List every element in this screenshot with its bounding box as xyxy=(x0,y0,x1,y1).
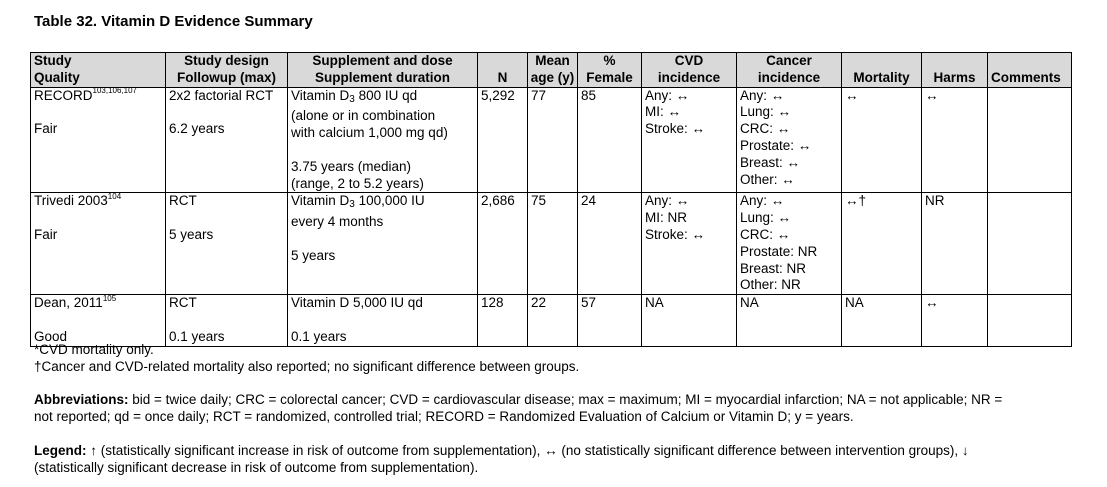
cvd-outcome: MI: ↔ xyxy=(645,104,681,120)
cell-harms: ↔ xyxy=(922,87,988,193)
table-title: Table 32. Vitamin D Evidence Summary xyxy=(34,13,313,30)
cell-comments xyxy=(988,87,1072,193)
study-refs: 105 xyxy=(102,293,117,303)
supplement-detail: with calcium 1,000 mg qd) xyxy=(291,125,448,141)
study-name: RECORD xyxy=(34,87,93,103)
cell-female: 24 xyxy=(578,193,642,295)
table-row xyxy=(31,87,1072,193)
cell-design xyxy=(166,295,288,346)
cell-cancer xyxy=(737,193,842,295)
supplement-dose-rest: 800 IU qd xyxy=(354,87,418,103)
legend-text-1: ↑ (statistically significant increase in risk of outcome from supplementation), ↔ (no statistically significant difference between intervention groups), ↓ xyxy=(86,443,969,458)
cell-mortality: ↔ xyxy=(842,87,922,193)
cancer-outcome: Any: ↔ xyxy=(740,193,785,209)
cell-cancer xyxy=(737,295,842,346)
supplement-subscript: 3 xyxy=(349,199,355,211)
cell-n: 128 xyxy=(478,295,528,346)
study-name: Trivedi 2003 xyxy=(34,193,108,209)
cell-study xyxy=(31,87,166,193)
cell-harms: NR xyxy=(922,193,988,295)
cvd-outcome: NA xyxy=(645,295,664,311)
followup: 0.1 years xyxy=(169,328,225,344)
cell-design xyxy=(166,193,288,295)
cancer-outcome: CRC: ↔ xyxy=(740,121,791,137)
header-mortality: Mortality xyxy=(842,53,922,88)
supplement-dose-line xyxy=(291,88,477,109)
cvd-outcome: MI: NR xyxy=(645,210,687,226)
cell-mean-age: 75 xyxy=(528,193,578,295)
cancer-outcome: Breast: ↔ xyxy=(740,154,801,170)
abbreviations-text-1: bid = twice daily; CRC = colorectal cancer; CVD = cardiovascular disease; max = maximum; MI = myocardial infarction; NA = not applicable; NR = xyxy=(128,392,1003,407)
legend-label: Legend: xyxy=(34,443,87,458)
cell-supplement xyxy=(288,193,478,295)
header-comments: Comments xyxy=(988,53,1072,88)
supplement-detail: (alone or in combination xyxy=(291,108,436,124)
abbreviations xyxy=(34,392,1002,426)
cvd-outcome: Stroke: ↔ xyxy=(645,121,706,137)
header-supplement: Supplement and dose Supplement duration xyxy=(288,53,478,88)
cell-harms: ↔ xyxy=(922,295,988,346)
cell-study xyxy=(31,295,166,346)
cell-supplement xyxy=(288,295,478,346)
cancer-outcome: Other: ↔ xyxy=(740,171,795,187)
cvd-outcome: Stroke: ↔ xyxy=(645,226,706,242)
study-design: 2x2 factorial RCT xyxy=(169,87,274,103)
evidence-table xyxy=(30,52,1072,347)
cell-comments xyxy=(988,193,1072,295)
supplement-duration: (range, 2 to 5.2 years) xyxy=(291,175,424,191)
header-study-quality: Study Quality xyxy=(31,53,166,88)
legend-text-2: (statistically significant decrease in risk of outcome from supplementation). xyxy=(34,459,479,475)
table-row xyxy=(31,193,1072,295)
header-female: % Female xyxy=(578,53,642,88)
cancer-outcome: Breast: NR xyxy=(740,260,807,276)
cell-female: 57 xyxy=(578,295,642,346)
study-name: Dean, 2011 xyxy=(34,295,103,311)
study-name-line xyxy=(34,88,165,105)
study-quality: Fair xyxy=(34,121,58,137)
header-mean-age: Mean age (y) xyxy=(528,53,578,88)
table-row xyxy=(31,295,1072,346)
header-n: N xyxy=(478,53,528,88)
supplement-dose-line xyxy=(291,295,477,312)
study-quality: Fair xyxy=(34,226,58,242)
abbreviations-text-2: not reported; qd = once daily; RCT = randomized, controlled trial; RECORD = Randomized Evaluation of Calcium or Vitamin D; y = years. xyxy=(34,408,854,424)
cancer-outcome: CRC: ↔ xyxy=(740,226,791,242)
footnote-cvd: *CVD mortality only. xyxy=(34,342,154,357)
supplement-detail: every 4 months xyxy=(291,214,384,230)
cancer-outcome: Any: ↔ xyxy=(740,87,785,103)
supplement-subscript: 3 xyxy=(349,93,355,105)
supplement-duration: 5 years xyxy=(291,247,336,263)
cvd-outcome: Any: ↔ xyxy=(645,193,690,209)
study-quality: Good xyxy=(34,328,68,344)
followup: 6.2 years xyxy=(169,121,225,137)
study-name-line xyxy=(34,295,165,312)
cell-mortality: ↔† xyxy=(842,193,922,295)
cell-mortality: NA xyxy=(842,295,922,346)
study-design: RCT xyxy=(169,295,197,311)
cell-cvd xyxy=(642,295,737,346)
abbreviations-label: Abbreviations: xyxy=(34,392,129,407)
followup: 5 years xyxy=(169,226,214,242)
header-cancer: Cancer incidence xyxy=(737,53,842,88)
header-study-design: Study design Followup (max) xyxy=(166,53,288,88)
supplement-duration: 3.75 years (median) xyxy=(291,158,412,174)
cancer-outcome: NA xyxy=(740,295,759,311)
cell-mean-age: 77 xyxy=(528,87,578,193)
header-cvd: CVD incidence xyxy=(642,53,737,88)
supplement-dose: Vitamin D 5,000 IU qd xyxy=(291,295,423,311)
cell-female: 85 xyxy=(578,87,642,193)
header-row xyxy=(31,53,1072,88)
header-harms: Harms xyxy=(922,53,988,88)
cell-comments xyxy=(988,295,1072,346)
supplement-dose-rest: 100,000 IU xyxy=(354,193,425,209)
cancer-outcome: Other: NR xyxy=(740,277,801,293)
legend xyxy=(34,443,969,477)
cell-cvd xyxy=(642,87,737,193)
cell-mean-age: 22 xyxy=(528,295,578,346)
cell-n: 5,292 xyxy=(478,87,528,193)
supplement-duration: 0.1 years xyxy=(291,328,347,344)
cell-supplement xyxy=(288,87,478,193)
study-refs: 103,106,107 xyxy=(92,86,138,96)
cvd-outcome: Any: ↔ xyxy=(645,87,690,103)
study-design: RCT xyxy=(169,193,197,209)
study-refs: 104 xyxy=(107,191,122,201)
cell-cancer xyxy=(737,87,842,193)
supplement-dose-line xyxy=(291,193,477,214)
supplement-dose: Vitamin D xyxy=(291,87,350,103)
cell-cvd xyxy=(642,193,737,295)
cancer-outcome: Prostate: ↔ xyxy=(740,137,812,153)
study-name-line xyxy=(34,193,165,210)
supplement-dose: Vitamin D xyxy=(291,193,350,209)
footnote-dagger: †Cancer and CVD-related mortality also reported; no significant difference between groups. xyxy=(34,359,580,374)
cell-n: 2,686 xyxy=(478,193,528,295)
cell-study xyxy=(31,193,166,295)
cell-design xyxy=(166,87,288,193)
cancer-outcome: Lung: ↔ xyxy=(740,104,792,120)
cancer-outcome: Lung: ↔ xyxy=(740,210,792,226)
cancer-outcome: Prostate: NR xyxy=(740,243,818,259)
